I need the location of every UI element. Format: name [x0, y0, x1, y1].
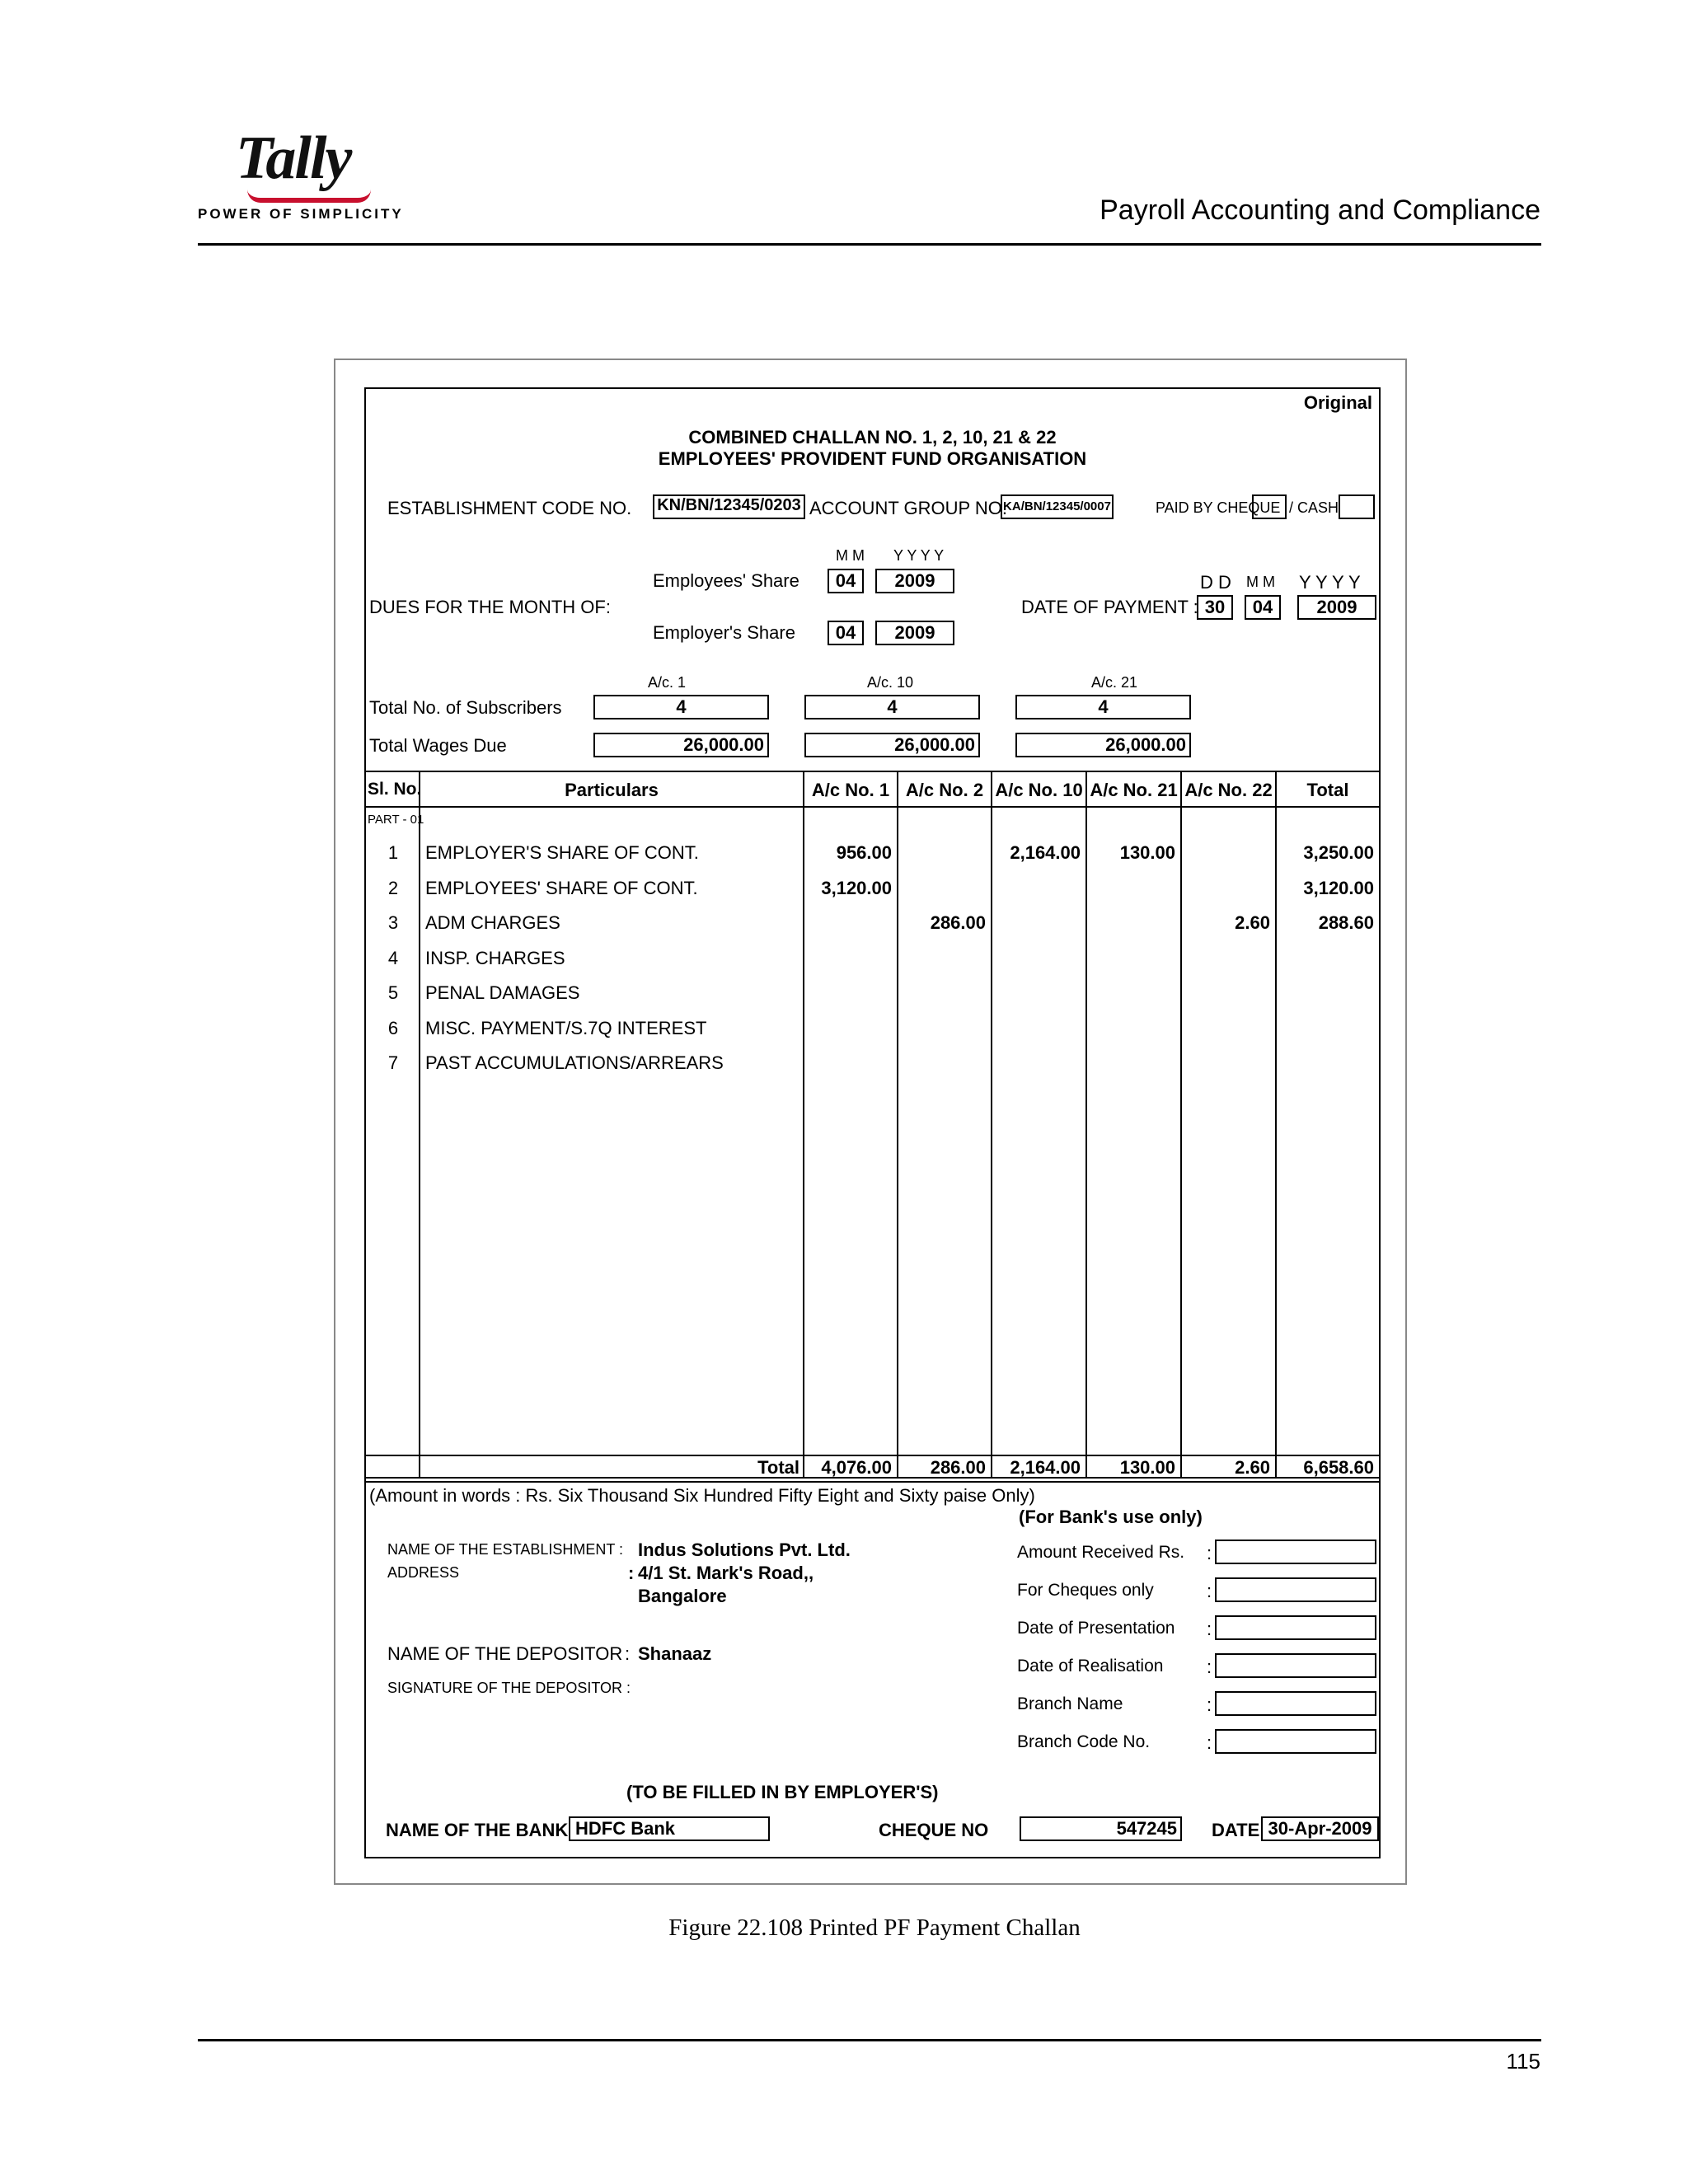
- subs-ac21: 4: [1015, 695, 1191, 719]
- bank-field-box: [1215, 1729, 1376, 1754]
- footer-rule: [198, 2039, 1541, 2041]
- copy-label: Original: [1303, 392, 1372, 413]
- wages-label: Total Wages Due: [369, 735, 507, 756]
- acc-group-field: KA/BN/12345/0007: [1001, 494, 1114, 519]
- row-ac1-value: 956.00: [836, 842, 892, 863]
- dd-label: D D: [1200, 572, 1231, 593]
- row-sl-no: 2: [387, 877, 399, 898]
- address-colon: :: [628, 1563, 635, 1583]
- bank-field-label: Amount Received Rs.: [1017, 1543, 1185, 1562]
- er-share-label: Employer's Share: [653, 622, 795, 643]
- col-header-total: Total: [1306, 780, 1349, 800]
- row-total-value: 3,120.00: [1303, 877, 1374, 898]
- row-ac2-value: 286.00: [930, 912, 986, 933]
- col-header-ac10: A/c No. 10: [995, 780, 1083, 800]
- total-label: Total: [757, 1457, 799, 1478]
- col-header-slno: Sl. No.: [368, 780, 422, 799]
- employer-fill-label: (TO BE FILLED IN BY EMPLOYER'S): [626, 1782, 939, 1802]
- row-sl-no: 7: [387, 1052, 399, 1073]
- emp-share-yyyy: 2009: [875, 569, 954, 593]
- bank-field-label: Branch Name: [1017, 1694, 1123, 1713]
- cash-label: / CASH: [1289, 499, 1339, 516]
- subs-ac1: 4: [593, 695, 769, 719]
- row-ac10-value: 2,164.00: [1010, 842, 1081, 863]
- signature-label: SIGNATURE OF THE DEPOSITOR :: [387, 1680, 631, 1696]
- table-total-rule: [366, 1455, 1379, 1456]
- bank-field-colon: :: [1207, 1543, 1212, 1563]
- bank-field-label: Date of Realisation: [1017, 1657, 1164, 1675]
- wages-ac10: 26,000.00: [804, 733, 980, 757]
- bank-field-label: For Cheques only: [1017, 1581, 1154, 1600]
- ac1-label: A/c. 1: [648, 674, 687, 691]
- cheque-no-label: CHEQUE NO: [879, 1820, 989, 1840]
- cash-checkbox: [1339, 494, 1375, 519]
- challan-subtitle: EMPLOYEES' PROVIDENT FUND ORGANISATION: [658, 448, 1087, 469]
- wages-ac21: 26,000.00: [1015, 733, 1191, 757]
- yyyy-label: Y Y Y Y: [893, 547, 945, 564]
- col-header-ac1: A/c No. 1: [811, 780, 890, 800]
- est-code-label: ESTABLISHMENT CODE NO.: [387, 498, 632, 518]
- row-sl-no: 6: [387, 1017, 399, 1038]
- row-particular: PAST ACCUMULATIONS/ARREARS: [425, 1052, 724, 1073]
- er-share-mm: 04: [828, 621, 864, 645]
- amount-in-words: (Amount in words : Rs. Six Thousand Six Hundred Fifty Eight and Sixty paise Only): [369, 1485, 1035, 1506]
- row-sl-no: 1: [387, 842, 399, 863]
- part-label: PART - 01: [368, 813, 424, 827]
- address-line-2: Bangalore: [638, 1586, 727, 1606]
- bank-field-box: [1215, 1653, 1376, 1678]
- emp-share-mm: 04: [828, 569, 864, 593]
- col-rule-4: [991, 771, 992, 1477]
- est-code-field: KN/BN/12345/0203: [653, 494, 805, 519]
- bank-field-colon: :: [1207, 1619, 1212, 1639]
- depositor-label: NAME OF THE DEPOSITOR: [387, 1643, 623, 1664]
- row-total-value: 3,250.00: [1303, 842, 1374, 863]
- page-header-title: Payroll Accounting and Compliance: [1100, 194, 1540, 226]
- ac21-label: A/c. 21: [1091, 674, 1138, 691]
- bank-field-box: [1215, 1615, 1376, 1640]
- ac10-label: A/c. 10: [867, 674, 914, 691]
- bank-field-colon: :: [1207, 1657, 1212, 1677]
- row-ac21-value: 130.00: [1119, 842, 1175, 863]
- emp-share-label: Employees' Share: [653, 570, 799, 591]
- tally-logo: Tally: [236, 124, 351, 192]
- depositor-colon: :: [625, 1643, 631, 1664]
- header-rule: [198, 243, 1541, 246]
- mm2-label: M M: [1246, 574, 1275, 590]
- total-ac2: 286.00: [930, 1457, 986, 1478]
- row-sl-no: 3: [387, 912, 399, 933]
- col-rule-5: [1085, 771, 1087, 1477]
- address-label: ADDRESS: [387, 1564, 460, 1581]
- bank-field-box: [1215, 1691, 1376, 1716]
- depositor-name: Shanaaz: [638, 1643, 712, 1664]
- paid-cheque-label: PAID BY CHEQUE: [1156, 499, 1281, 516]
- table-top-rule: [366, 771, 1379, 772]
- row-particular: EMPLOYER'S SHARE OF CONT.: [425, 842, 699, 863]
- row-ac1-value: 3,120.00: [821, 877, 892, 898]
- row-particular: MISC. PAYMENT/S.7Q INTEREST: [425, 1017, 707, 1038]
- bank-field-colon: :: [1207, 1732, 1212, 1753]
- total-ac21: 130.00: [1119, 1457, 1175, 1478]
- bank-name-field: HDFC Bank: [569, 1816, 770, 1841]
- address-line-1: 4/1 St. Mark's Road,,: [638, 1563, 814, 1583]
- row-ac22-value: 2.60: [1235, 912, 1270, 933]
- total-ac10: 2,164.00: [1010, 1457, 1081, 1478]
- bank-field-label: Branch Code No.: [1017, 1732, 1151, 1751]
- challan-title: COMBINED CHALLAN NO. 1, 2, 10, 21 & 22: [688, 427, 1057, 448]
- total-ac22: 2.60: [1235, 1457, 1270, 1478]
- total-ac1: 4,076.00: [821, 1457, 892, 1478]
- est-name-label: NAME OF THE ESTABLISHMENT :: [387, 1541, 624, 1558]
- row-particular: EMPLOYEES' SHARE OF CONT.: [425, 877, 698, 898]
- figure-caption: Figure 22.108 Printed PF Payment Challan: [668, 1915, 1081, 1941]
- row-sl-no: 5: [387, 982, 399, 1003]
- est-name: Indus Solutions Pvt. Ltd.: [638, 1540, 851, 1560]
- dues-label: DUES FOR THE MONTH OF:: [369, 597, 611, 617]
- date-label: DATE: [1212, 1820, 1260, 1840]
- table-header-rule: [366, 806, 1379, 808]
- row-total-value: 288.60: [1318, 912, 1374, 933]
- col-header-ac2: A/c No. 2: [905, 780, 984, 800]
- yyyy2-label: Y Y Y Y: [1299, 572, 1361, 593]
- cheque-no-field: 547245: [1020, 1816, 1182, 1841]
- col-rule-1: [419, 771, 420, 1477]
- cheque-checkbox: [1252, 494, 1287, 519]
- col-header-ac21: A/c No. 21: [1090, 780, 1178, 800]
- col-header-particulars: Particulars: [565, 780, 659, 800]
- col-rule-3: [897, 771, 898, 1477]
- table-bottom-rule-2: [366, 1481, 1379, 1483]
- dop-label: DATE OF PAYMENT :: [1021, 597, 1198, 617]
- row-sl-no: 4: [387, 947, 399, 968]
- bank-field-colon: :: [1207, 1694, 1212, 1715]
- bank-field-box: [1215, 1540, 1376, 1564]
- logo-tagline: POWER OF SIMPLICITY: [198, 206, 404, 222]
- subs-label: Total No. of Subscribers: [369, 697, 562, 718]
- bank-use-label: (For Bank's use only): [1019, 1507, 1203, 1527]
- wages-ac1: 26,000.00: [593, 733, 769, 757]
- date-field: 30-Apr-2009: [1261, 1816, 1379, 1841]
- er-share-yyyy: 2009: [875, 621, 954, 645]
- challan-form: [364, 387, 1381, 1858]
- subs-ac10: 4: [804, 695, 980, 719]
- bank-field-label: Date of Presentation: [1017, 1619, 1175, 1638]
- logo-swoosh-icon: [247, 190, 371, 203]
- bank-field-colon: :: [1207, 1581, 1212, 1601]
- dop-yyyy: 2009: [1297, 595, 1376, 620]
- bank-name-label: NAME OF THE BANK: [386, 1820, 569, 1840]
- page-number: 115: [1506, 2049, 1540, 2074]
- dop-dd: 30: [1197, 595, 1233, 620]
- row-particular: PENAL DAMAGES: [425, 982, 580, 1003]
- row-particular: ADM CHARGES: [425, 912, 560, 933]
- bank-field-box: [1215, 1577, 1376, 1602]
- total-grand: 6,658.60: [1303, 1457, 1374, 1478]
- row-particular: INSP. CHARGES: [425, 947, 565, 968]
- acc-group-label: ACCOUNT GROUP NO.: [809, 498, 1007, 518]
- mm-label: M M: [836, 547, 865, 564]
- col-rule-6: [1180, 771, 1182, 1477]
- dop-mm: 04: [1245, 595, 1281, 620]
- col-header-ac22: A/c No. 22: [1184, 780, 1273, 800]
